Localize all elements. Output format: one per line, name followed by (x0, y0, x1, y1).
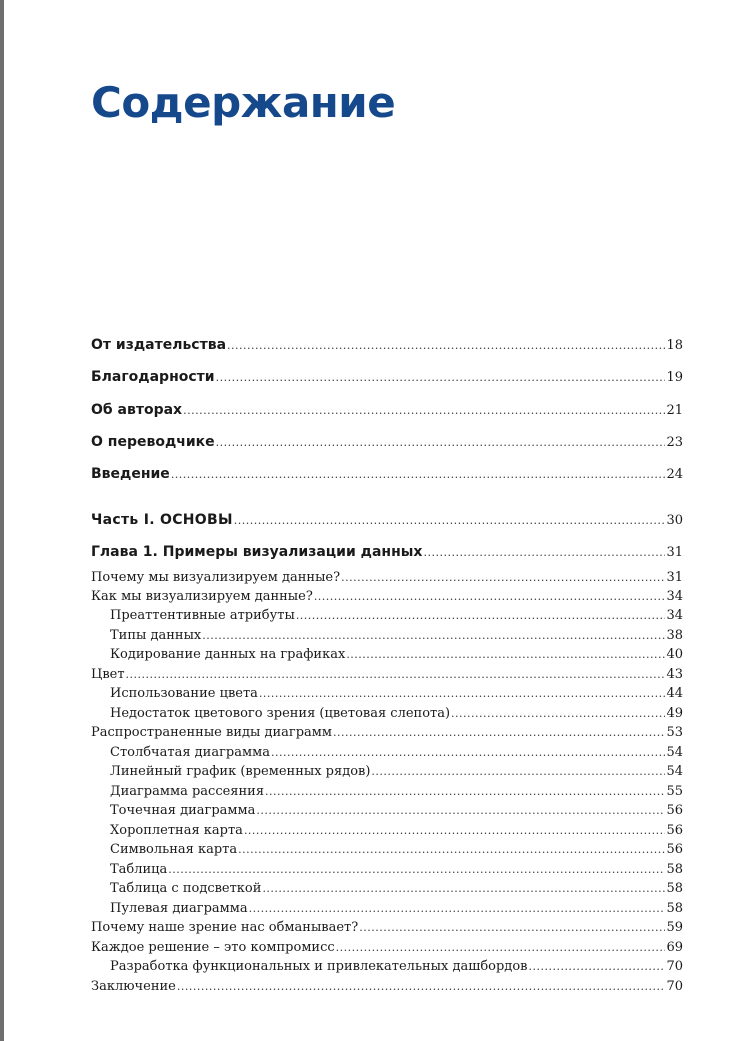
toc-subentry[interactable] (91, 862, 683, 877)
dot-leader (244, 824, 666, 837)
toc-subentry[interactable] (91, 628, 683, 643)
dot-leader (359, 921, 665, 934)
dot-leader (262, 882, 665, 895)
toc-page-number: 38 (666, 628, 683, 643)
dot-leader (451, 707, 665, 720)
toc-page-number: 70 (666, 959, 683, 974)
toc-subentry[interactable] (91, 608, 683, 623)
page-edge (0, 0, 4, 1041)
toc-page-number: 54 (666, 764, 683, 779)
toc-page-number: 21 (666, 403, 683, 418)
toc-subentry[interactable] (91, 784, 683, 799)
page-title: Содержание (91, 78, 396, 127)
dot-leader (183, 404, 665, 417)
toc-entry-label: Цвет (91, 667, 125, 682)
toc-entry-label: Об авторах (91, 402, 183, 418)
toc-entry[interactable] (91, 667, 683, 682)
dot-leader (423, 546, 665, 559)
toc-page-number: 58 (666, 881, 683, 896)
dot-leader (238, 843, 665, 856)
toc-entry-label: Кодирование данных на графиках (110, 647, 346, 662)
toc-entry-label: Заключение (91, 979, 176, 994)
toc-entry-label: Распространенные виды диаграмм (91, 725, 332, 740)
toc-entry-label: Введение (91, 466, 170, 482)
toc-entry-label: Таблица с подсветкой (110, 881, 262, 896)
toc-entry-label: Использование цвета (110, 686, 258, 701)
dot-leader (249, 902, 666, 915)
toc-entry[interactable] (91, 402, 683, 418)
toc-page-number: 58 (666, 901, 683, 916)
toc-entry[interactable] (91, 337, 683, 353)
toc-entry[interactable] (91, 979, 683, 994)
toc-entry-label: Благодарности (91, 369, 215, 385)
toc-page-number: 59 (666, 920, 683, 935)
toc-subentry[interactable] (91, 706, 683, 721)
dot-leader (346, 648, 665, 661)
toc-page-number: 56 (666, 823, 683, 838)
toc-entry[interactable] (91, 725, 683, 740)
toc-page-number: 44 (666, 686, 683, 701)
toc-page-number: 70 (666, 979, 683, 994)
toc-entry-label: Типы данных (110, 628, 202, 643)
toc-entry-label: Разработка функциональных и привлекательных дашбордов (110, 959, 528, 974)
toc-entry-label: Преаттентивные атрибуты (110, 608, 295, 623)
toc-page-number: 34 (666, 589, 683, 604)
dot-leader (296, 609, 666, 622)
toc-page-number: 53 (666, 725, 683, 740)
dot-leader (126, 668, 666, 681)
toc-subentry[interactable] (91, 686, 683, 701)
dot-leader (333, 726, 665, 739)
toc-subentry[interactable] (91, 745, 683, 760)
toc-page-number: 43 (666, 667, 683, 682)
toc-part-entry[interactable] (91, 512, 683, 528)
toc-page-number: 24 (666, 467, 683, 482)
toc-subentry[interactable] (91, 842, 683, 857)
dot-leader (371, 765, 665, 778)
toc-subentry[interactable] (91, 764, 683, 779)
toc-entry-label: Столбчатая диаграмма (110, 745, 270, 760)
dot-leader (216, 371, 666, 384)
toc-entry[interactable] (91, 589, 683, 604)
toc-entry-label: Как мы визуализируем данные? (91, 589, 313, 604)
toc-entry[interactable] (91, 466, 683, 482)
toc-entry-label: Хороплетная карта (110, 823, 243, 838)
toc-entry[interactable] (91, 920, 683, 935)
toc-page-number: 54 (666, 745, 683, 760)
toc-entry-label: Часть I. ОСНОВЫ (91, 512, 233, 528)
toc-entry-label: От издательства (91, 337, 227, 353)
toc-subentry[interactable] (91, 959, 683, 974)
toc-subentry[interactable] (91, 647, 683, 662)
toc-page-number: 55 (666, 784, 683, 799)
toc-entry[interactable] (91, 940, 683, 955)
toc-page-number: 40 (666, 647, 683, 662)
toc-page-number: 30 (666, 513, 683, 528)
toc-entry-label: Почему наше зрение нас обманывает? (91, 920, 359, 935)
toc-subentry[interactable] (91, 901, 683, 916)
dot-leader (168, 863, 665, 876)
toc-page-number: 58 (666, 862, 683, 877)
toc-entry-label: Линейный график (временных рядов) (110, 764, 371, 779)
toc-entry-label: Каждое решение – это компромисс (91, 940, 335, 955)
dot-leader (271, 746, 666, 759)
dot-leader (528, 960, 665, 973)
dot-leader (216, 436, 666, 449)
dot-leader (259, 687, 666, 700)
toc-page-number: 31 (666, 570, 683, 585)
toc-chapter-entry[interactable] (91, 544, 683, 560)
dot-leader (177, 980, 666, 993)
toc-subentry[interactable] (91, 803, 683, 818)
toc-page-number: 49 (666, 706, 683, 721)
toc-page-number: 19 (666, 370, 683, 385)
toc-entry[interactable] (91, 369, 683, 385)
toc-entry-label: Пулевая диаграмма (110, 901, 248, 916)
toc-entry-label: О переводчике (91, 434, 215, 450)
toc-page-number: 34 (666, 608, 683, 623)
toc-subentry[interactable] (91, 881, 683, 896)
toc-page-number: 18 (666, 338, 683, 353)
dot-leader (171, 468, 666, 481)
dot-leader (336, 941, 666, 954)
toc-entry-label: Диаграмма рассеяния (110, 784, 265, 799)
toc-entry-label: Точечная диаграмма (110, 803, 256, 818)
toc-page-number: 56 (666, 803, 683, 818)
dot-leader (341, 571, 665, 584)
toc-entry-label: Глава 1. Примеры визуализации данных (91, 544, 423, 560)
dot-leader (256, 804, 665, 817)
toc-page-number: 23 (666, 435, 683, 450)
toc-page-number: 56 (666, 842, 683, 857)
dot-leader (227, 339, 665, 352)
toc-page-number: 31 (666, 545, 683, 560)
toc-subentry[interactable] (91, 823, 683, 838)
toc-entry[interactable] (91, 570, 683, 585)
toc-entry-label: Символьная карта (110, 842, 238, 857)
toc-entry-label: Таблица (110, 862, 168, 877)
toc-entry[interactable] (91, 434, 683, 450)
dot-leader (234, 514, 666, 527)
dot-leader (314, 590, 666, 603)
toc-page-number: 69 (666, 940, 683, 955)
toc-entry-label: Почему мы визуализируем данные? (91, 570, 341, 585)
dot-leader (265, 785, 665, 798)
dot-leader (202, 629, 665, 642)
toc-entry-label: Недостаток цветового зрения (цветовая слепота) (110, 706, 451, 721)
